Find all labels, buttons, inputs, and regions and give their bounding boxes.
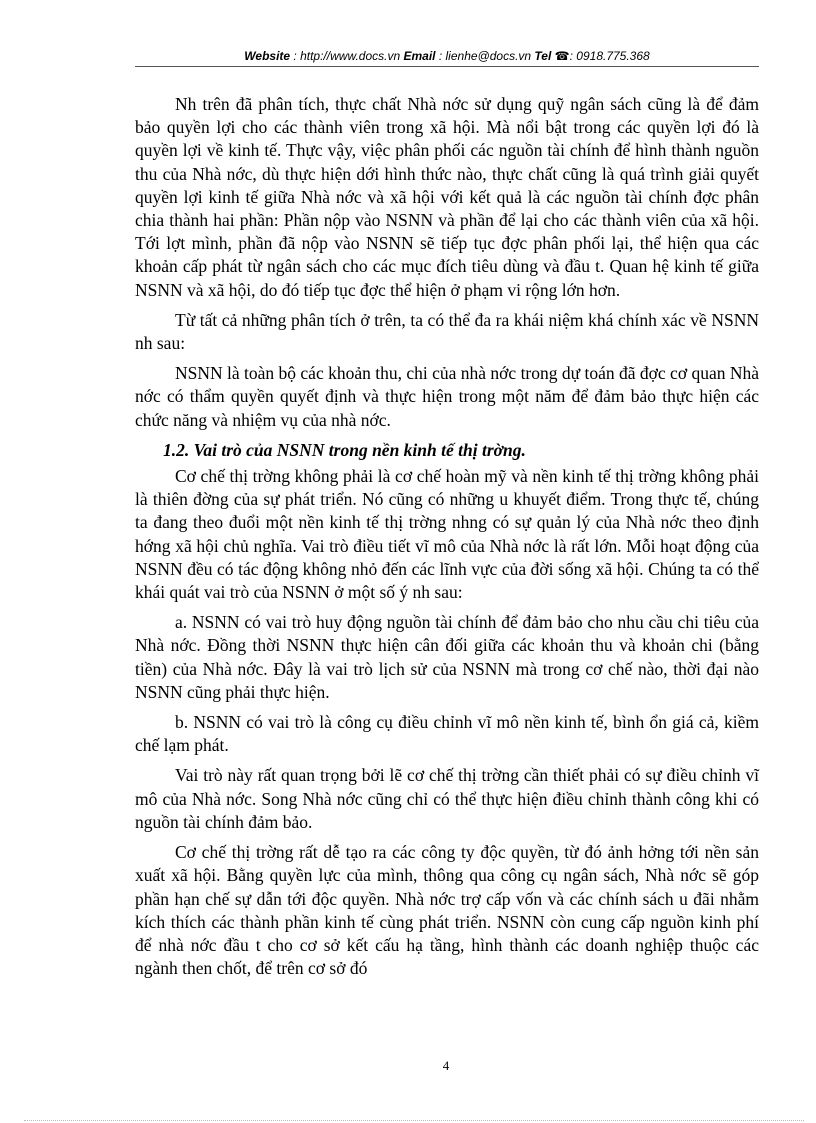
tel-label: Tel xyxy=(534,49,552,63)
paragraph-8: Cơ chế thị trờng rất dễ tạo ra các công ty độc quyền, từ đó ảnh hởng tới nền sản xuất xã hội. Bằng quyền lực của mình, thông qua công cụ ngân sách, Nhà nớc sẽ góp phần hạn chế sự dẫn tới độc quyền. Nhà nớc trợ cấp vốn và các chính sách u đãi nhằm kích thích các thành phần kinh tế cùng phát triển. NSNN còn cung cấp nguồn kinh phí để nhà nớc đầu t cho cơ sở kết cấu hạ tầng, hình thành các doanh nghiệp thuộc các ngành then chốt, để trên cơ sở đó xyxy=(135,842,759,979)
document-body xyxy=(135,93,759,987)
paragraph-7: Vai trò này rất quan trọng bởi lẽ cơ chế thị trờng cần thiết phải có sự điều chỉnh vĩ mô của Nhà nớc. Song Nhà nớc cũng chỉ có thể thực hiện điều chỉnh thành công khi có nguồn tài chính đảm bảo. xyxy=(135,765,759,832)
paragraph-6: b. NSNN có vai trò là công cụ điều chỉnh vĩ mô nền kinh tế, bình ổn giá cả, kiềm chế lạm phát. xyxy=(135,712,759,756)
page-bottom-edge xyxy=(24,1120,804,1121)
email-label: Email xyxy=(403,49,436,63)
paragraph-4: Cơ chế thị trờng không phải là cơ chế hoàn mỹ và nền kinh tế thị trờng không phải là thiên đờng của sự phát triển. Nó cũng có những u khuyết điểm. Trong thực tế, chúng ta đang theo đuổi một nền kinh tế thị trờng nhng có sự quản lý của Nhà nớc theo định hớng xã hội chủ nghĩa. Vai trò điều tiết vĩ mô của Nhà nớc là rất lớn. Mỗi hoạt động của NSNN đều có tác động không nhỏ đến các lĩnh vực của đời sống xã hội. Chúng ta có thể khái quát vai trò của NSNN ở một số ý nh sau: xyxy=(135,466,759,603)
page-number: 4 xyxy=(442,1058,450,1073)
section-heading: 1.2. Vai trò của NSNN trong nền kinh tế thị trờng. xyxy=(163,439,526,460)
page-header xyxy=(135,46,759,68)
header-divider xyxy=(135,66,759,67)
email-value: : lienhe@docs.vn xyxy=(438,49,532,63)
phone-icon: ☎ xyxy=(554,49,570,63)
tel-value: : 0918.775.368 xyxy=(569,49,650,63)
website-label: Website xyxy=(244,49,291,63)
website-value: : http://www.docs.vn xyxy=(293,49,401,63)
paragraph-2: Từ tất cả những phân tích ở trên, ta có thể đa ra khái niệm khá chính xác về NSNN nh sau: xyxy=(135,309,759,354)
paragraph-3: NSNN là toàn bộ các khoản thu, chi của nhà nớc trong dự toán đã đợc cơ quan Nhà nớc có thẩm quyền quyết định và thực hiện trong một năm để đảm bảo thực hiện các chức năng và nhiệm vụ của nhà nớc. xyxy=(135,363,759,430)
paragraph-5: a. NSNN có vai trò huy động nguồn tài chính để đảm bảo cho nhu cầu chi tiêu của Nhà nớc. Đồng thời NSNN thực hiện cân đối giữa các khoản thu và khoản chi (bằng tiền) của Nhà nớc. Đây là vai trò lịch sử của NSNN mà trong cơ chế nào, thời đại nào NSNN cũng phải thực hiện. xyxy=(135,612,759,702)
paragraph-1: Nh trên đã phân tích, thực chất Nhà nớc sử dụng quỹ ngân sách cũng là để đảm bảo quyền lợi cho các thành viên trong xã hội. Mà nổi bật trong các quyền lợi đó là quyền lợi về kinh tế. Thực vậy, việc phân phối các nguồn tài chính để hình thành nguồn thu của Nhà nớc, dù thực hiện dới hình thức nào, thực chất cũng là quá trình giải quyết quyền lợi kinh tế giữa Nhà nớc và xã hội với kết quả là các nguồn tài chính đợc phân chia thành hai phần: Phần nộp vào NSNN và phần để lại cho các thành viên của xã hội. Tới lợt mình, phần đã nộp vào NSNN sẽ tiếp tục đợc phân phối lại, thể hiện qua các khoản cấp phát từ ngân sách cho các mục đích tiêu dùng và đầu t. Quan hệ kinh tế giữa NSNN và xã hội, do đó tiếp tục đợc thể hiện ở phạm vi rộng lớn hơn. xyxy=(135,94,759,300)
